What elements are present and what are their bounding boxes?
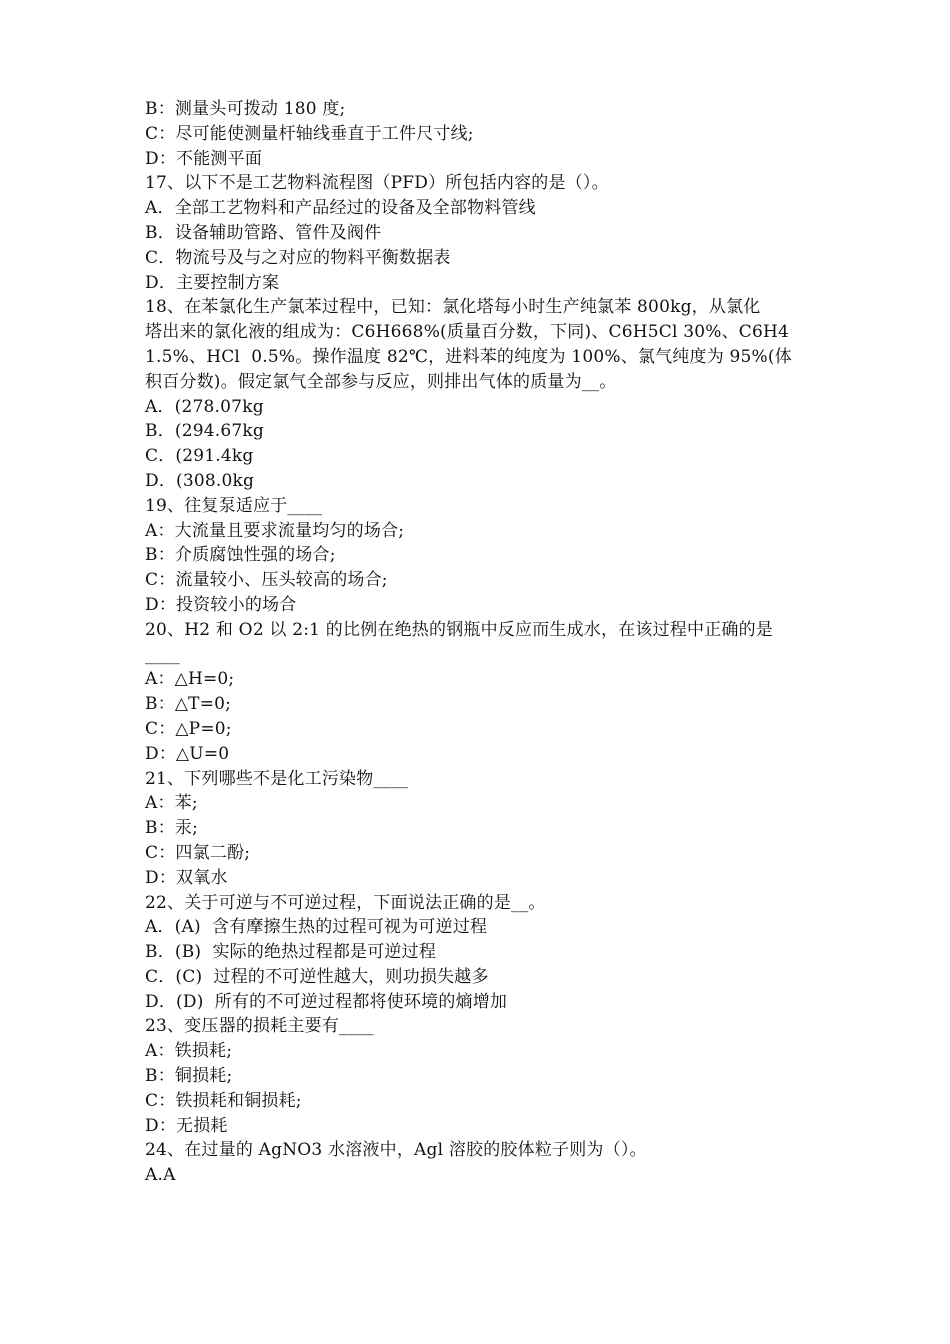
option-b-line: B：测量头可拨动 180 度; (145, 99, 346, 119)
q18-option-c: C．(291.4kg (145, 446, 254, 467)
q18-option-d: D．(308.0kg (145, 470, 255, 491)
q22-option-d: D．(D) 所有的不可逆过程都将使环境的熵增加 (145, 991, 508, 1012)
q23-option-c: C：铁损耗和铜损耗; (145, 1090, 302, 1111)
q23-option-b: B：铜损耗; (145, 1066, 233, 1087)
question-20-line-1: 20、H2 和 O2 以 2:1 的比例在绝热的钢瓶中反应而生成水，在该过程中正确的是 (145, 619, 774, 640)
q20-option-c: C：△P=0; (145, 718, 232, 739)
q23-option-d: D：无损耗 (145, 1115, 228, 1136)
q17-option-d: D．主要控制方案 (145, 272, 280, 293)
q19-option-d: D：投资较小的场合 (145, 594, 297, 615)
q18-option-b: B．(294.67kg (145, 421, 264, 442)
q21-option-b: B：汞; (145, 818, 199, 839)
q22-option-b: B．(B) 实际的绝热过程都是可逆过程 (145, 942, 437, 963)
q20-option-a: A：△H=0; (145, 669, 235, 690)
question-18-line-4: 积百分数)。假定氯气全部参与反应，则排出气体的质量为__。 (145, 371, 617, 392)
question-18-line-2: 塔出来的氯化液的组成为：C6H668%(质量百分数，下同)、C6H5Cl 30%、C6H4 (145, 322, 790, 343)
question-24: 24、在过量的 AgNO3 水溶液中，Agl 溶胶的胶体粒子则为（）。 (145, 1140, 647, 1161)
q22-option-c: C．(C) 过程的不可逆性越大，则功损失越多 (145, 966, 489, 987)
question-18-line-1: 18、在苯氯化生产氯苯过程中，已知：氯化塔每小时生产纯氯苯 800kg，从氯化 (145, 297, 761, 318)
question-22: 22、关于可逆与不可逆过程，下面说法正确的是__。 (145, 892, 546, 913)
option-d-line: D：不能测平面 (145, 148, 263, 169)
q19-option-a: A：大流量且要求流量均匀的场合; (145, 520, 405, 541)
option-c-line: C：尽可能使测量杆轴线垂直于工件尺寸线; (145, 123, 474, 144)
q19-option-c: C：流量较小、压头较高的场合; (145, 570, 388, 591)
q20-option-d: D：△U=0 (145, 743, 230, 764)
q22-option-a: A．(A) 含有摩擦生热的过程可视为可逆过程 (145, 917, 488, 938)
q17-option-a: A．全部工艺物料和产品经过的设备及全部物料管线 (145, 198, 536, 219)
question-21: 21、下列哪些不是化工污染物____ (145, 768, 409, 789)
q24-option-a: A.A (145, 1165, 176, 1186)
question-23: 23、变压器的损耗主要有____ (145, 1016, 374, 1037)
q21-option-a: A：苯; (145, 793, 198, 814)
question-20-line-2: ____ (145, 644, 180, 665)
q23-option-a: A：铁损耗; (145, 1041, 233, 1062)
q21-option-c: C：四氯二酚; (145, 842, 251, 863)
q17-option-c: C．物流号及与之对应的物料平衡数据表 (145, 247, 451, 268)
question-17: 17、以下不是工艺物料流程图（PFD）所包括内容的是（）。 (145, 173, 609, 194)
question-18-line-3: 1.5%、HCl 0.5%。操作温度 82℃，进料苯的纯度为 100%、氯气纯度为 95%(体 (145, 346, 792, 367)
document-page (145, 97, 810, 1188)
q18-option-a: A．(278.07kg (145, 396, 264, 417)
q21-option-d: D：双氧水 (145, 867, 228, 888)
q20-option-b: B：△T=0; (145, 694, 232, 715)
q19-option-b: B：介质腐蚀性强的场合; (145, 545, 336, 566)
q17-option-b: B．设备辅助管路、管件及阀件 (145, 222, 382, 243)
question-19: 19、往复泵适应于____ (145, 495, 323, 516)
